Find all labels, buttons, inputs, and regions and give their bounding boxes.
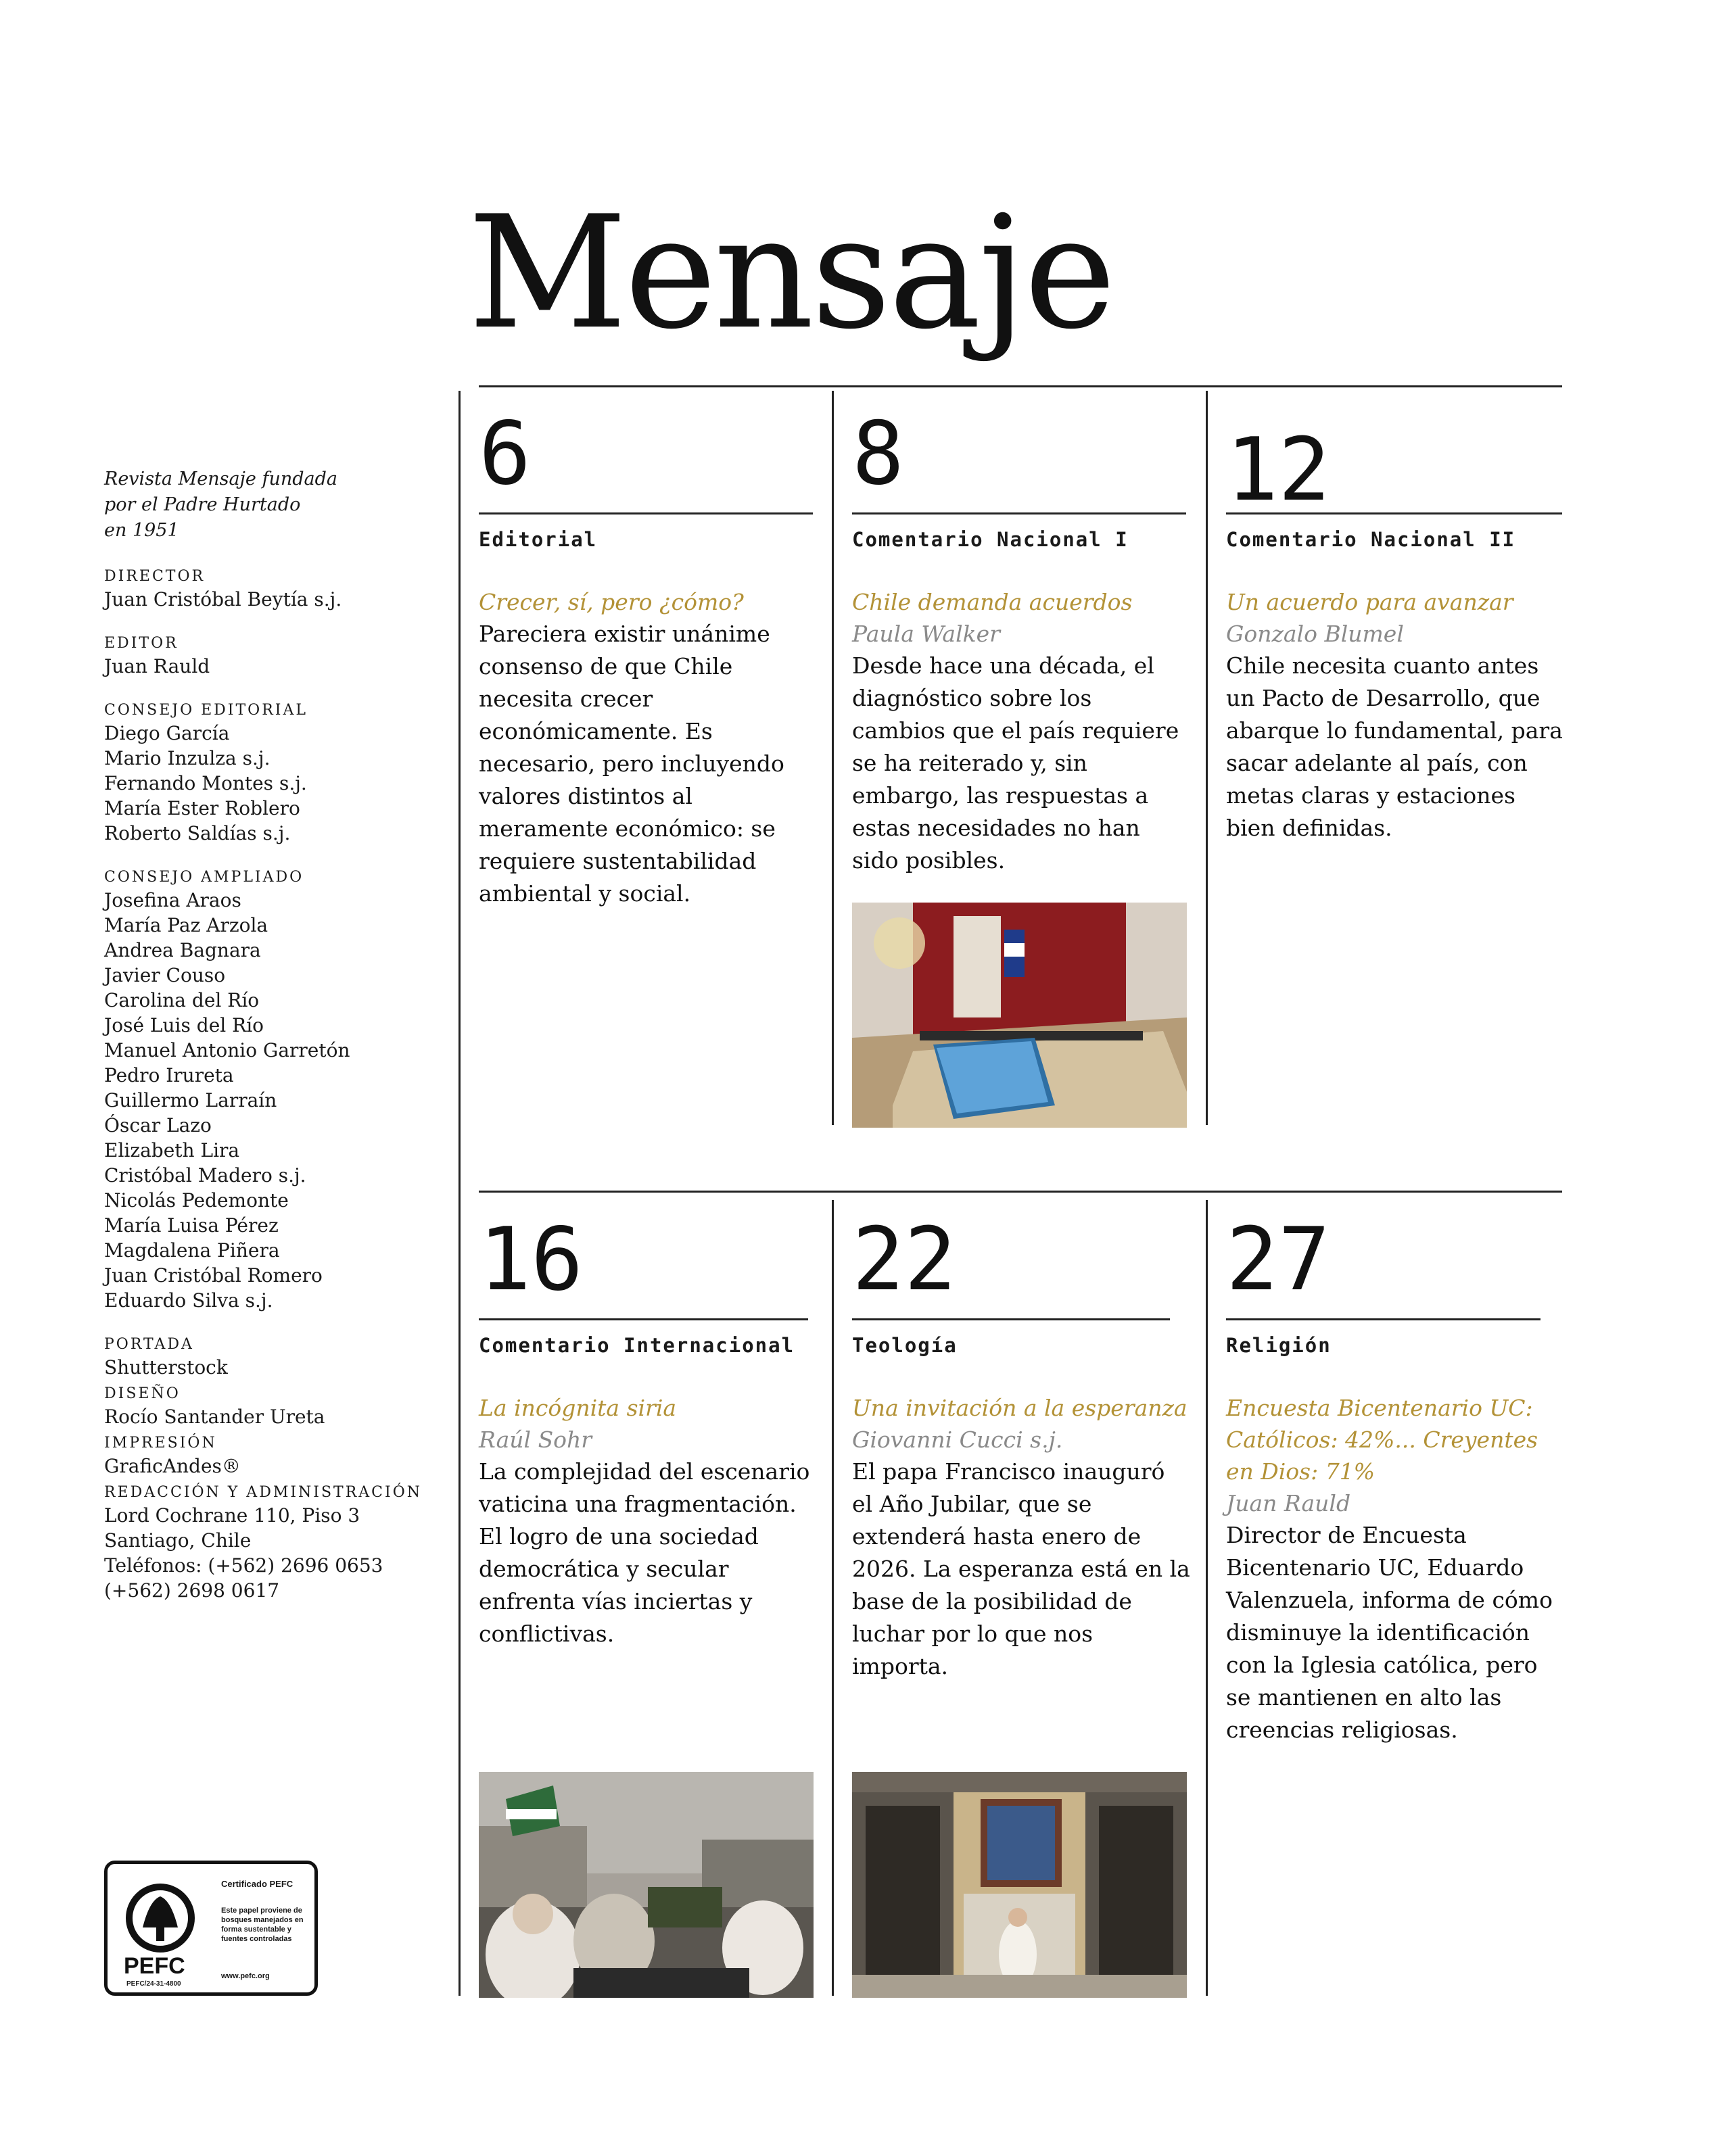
column-divider-1 — [458, 391, 461, 1996]
pefc-tree-icon — [122, 1880, 202, 1982]
column-divider-3-top — [1206, 391, 1208, 1125]
section-label: Editorial — [479, 528, 598, 551]
article-summary: Desde hace una década, el diagnóstico sobre los cambios que el país requiere se ha reiterado y, sin embargo, las respuestas a estas necesidades no han sido posibles. — [852, 652, 1179, 873]
credit-cover: PORTADA Shutterstock — [104, 1336, 228, 1379]
credit-editorial-board: CONSEJO EDITORIAL Diego García Mario Inzulza s.j. Fernando Montes s.j. María Ester Roblero Roberto Saldías s.j. — [104, 702, 308, 844]
photo-meeting-room — [852, 903, 1187, 1128]
pefc-code: PEFC/24-31-4800 — [126, 1980, 181, 1988]
article-summary: Pareciera existir unánime consenso de que Chile necesita crecer económicamente. Es necesario, pero incluyendo valores distintos al meramente económico: se requiere sustentabilidad ambiental y social. — [479, 621, 784, 907]
toc-entry-comentario-internacional[interactable] — [479, 1209, 817, 1650]
pefc-certification-badge — [104, 1861, 318, 1996]
toc-entry-comentario-nacional-2[interactable] — [1226, 411, 1564, 844]
top-rule — [479, 385, 1562, 387]
credits-sidebar — [104, 466, 422, 1625]
column-divider-2-top — [832, 391, 834, 1125]
page-number: 8 — [852, 404, 905, 504]
masthead-title: Mensaje — [468, 183, 1114, 364]
section-label: Teología — [852, 1334, 958, 1357]
toc-entry-teologia[interactable] — [852, 1209, 1190, 1683]
article-summary: Director de Encuesta Bicentenario UC, Eduardo Valenzuela, informa de cómo disminuye la identificación con la Iglesia católica, pero se mantienen en alto las creencias religiosas. — [1226, 1522, 1553, 1743]
credit-address: REDACCIÓN Y ADMINISTRACIÓN Lord Cochrane 110, Piso 3 Santiago, Chile Teléfonos: (+562) 2696 0653 (+562) 2698 0617 — [104, 1484, 422, 1602]
column-divider-3-bottom — [1206, 1200, 1208, 1996]
article-summary: La complejidad del escenario vaticina una fragmentación. El logro de una sociedad democrática y secular enfrenta vías inciertas y conflictivas. — [479, 1458, 810, 1647]
credit-printing: IMPRESIÓN GraficAndes® — [104, 1435, 241, 1477]
page-number: 12 — [1226, 420, 1331, 521]
article-author: Raúl Sohr — [479, 1427, 592, 1453]
section-label: Religión — [1226, 1334, 1332, 1357]
article-title: Un acuerdo para avanzar — [1226, 589, 1513, 615]
page-number: 22 — [852, 1209, 957, 1310]
toc-entry-religion[interactable] — [1226, 1209, 1564, 1746]
section-label: Comentario Nacional II — [1226, 528, 1516, 551]
number-rule — [852, 1318, 1170, 1320]
credit-director: DIRECTOR Juan Cristóbal Beytía s.j. — [104, 568, 342, 610]
article-title: Encuesta Bicentenario UC: Católicos: 42%... Creyentes en Dios: 71% — [1226, 1395, 1538, 1485]
article-author: Gonzalo Blumel — [1226, 621, 1404, 647]
photo-syria-crowd — [479, 1772, 814, 1998]
founding-note: Revista Mensaje fundada por el Padre Hurtado en 1951 — [104, 469, 338, 541]
page-number: 27 — [1226, 1209, 1331, 1310]
middle-rule — [479, 1191, 1562, 1193]
article-title: Crecer, sí, pero ¿cómo? — [479, 589, 744, 615]
number-rule — [479, 1318, 808, 1320]
article-summary: Chile necesita cuanto antes un Pacto de Desarrollo, que abarque lo fundamental, para sacar adelante al país, con metas claras y estaciones bien definidas. — [1226, 652, 1563, 841]
toc-entry-comentario-nacional-1[interactable] — [852, 404, 1190, 877]
credit-design: DISEÑO Rocío Santander Ureta — [104, 1385, 325, 1428]
section-label: Comentario Internacional — [479, 1334, 795, 1357]
pefc-url: www.pefc.org — [221, 1972, 270, 1980]
pefc-text: Este papel proviene de bosques manejados en forma sustentable y fuentes controladas — [221, 1907, 304, 1943]
article-summary: El papa Francisco inauguró el Año Jubilar, que se extenderá hasta enero de 2026. La esperanza está en la base de la posibilidad de luchar por lo que nos importa. — [852, 1458, 1190, 1679]
pefc-title: Certificado PEFC — [221, 1879, 293, 1889]
article-title: Chile demanda acuerdos — [852, 589, 1133, 615]
number-rule — [852, 512, 1186, 514]
page-number: 6 — [479, 404, 532, 504]
pefc-brand-text: PEFC — [124, 1953, 185, 1979]
column-divider-2-bottom — [832, 1200, 834, 1996]
toc-entry-editorial[interactable] — [479, 404, 817, 910]
number-rule — [1226, 1318, 1540, 1320]
article-title: La incógnita siria — [479, 1395, 677, 1421]
photo-holy-door — [852, 1772, 1187, 1998]
article-author: Giovanni Cucci s.j. — [852, 1427, 1063, 1453]
credit-editor: EDITOR Juan Rauld — [104, 635, 210, 677]
article-title: Una invitación a la esperanza — [852, 1395, 1187, 1421]
page-number: 16 — [479, 1209, 584, 1310]
article-author: Paula Walker — [852, 621, 1000, 647]
article-author: Juan Rauld — [1226, 1490, 1351, 1516]
number-rule — [479, 512, 813, 514]
credit-extended-board: CONSEJO AMPLIADO Josefina Araos María Paz Arzola Andrea Bagnara Javier Couso Carolina del Río José Luis del Río Manuel Antonio Garretón Pedro Irureta Guillermo Larraín Óscar Lazo Elizabeth Lira Cristóbal Madero s.j. Nicolás Pedemonte María Luisa Pérez Magdalena Piñera Juan Cristóbal Romero Eduardo Silva s.j. — [104, 869, 350, 1312]
section-label: Comentario Nacional I — [852, 528, 1129, 551]
